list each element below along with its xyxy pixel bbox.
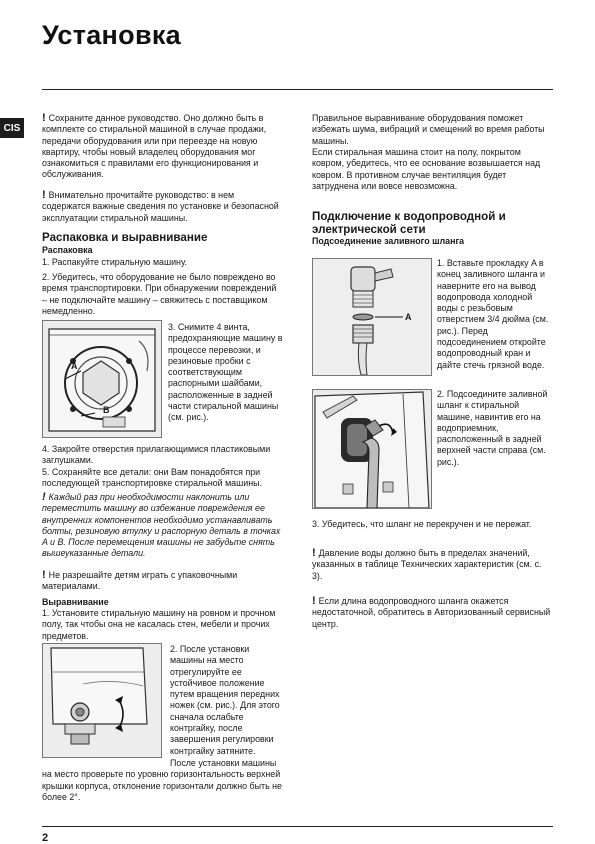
warning-text: Сохраните данное руководство. Оно должно быть в комплекте со стиральной машиной в случае продажи, передачи оборудования или при переезде на новую квартиру, чтобы новый владелец оборудования мог ознакомиться с правилами его функционирования и обслуживания. <box>42 113 267 180</box>
left-warning-1 <box>42 113 282 181</box>
warning-icon: ! <box>312 595 316 607</box>
hose-step-1: 1. Вставьте прокладку A в конец заливного шланга и наверните его на вывод водопровода холодной воды с резьбовым отверстием 3/4 дюйма (см. рис.). Перед подсоединением откройте водопроводный кран и дайте стечь грязной воде. <box>437 258 549 370</box>
level-step-2-continued: После установки машины на место проверьте по уровню горизонтальность верхней крышки корпуса, отклонение горизонтали должно быть не более 2°. <box>42 758 282 802</box>
warning-icon: ! <box>42 569 46 581</box>
section-connection <box>312 211 554 247</box>
left-warning-3 <box>42 492 282 560</box>
left-warning-4 <box>42 570 282 593</box>
unpack-step-2: 2. Убедитесь, что оборудование не было повреждено во время транспортировки. При обнаружении повреждений – не подключайте машину – свяжитесь с поставщиком немедленно. <box>42 272 277 316</box>
unpack-step-4: 4. Закройте отверстия прилагающимися пластиковыми заглушками. <box>42 444 271 466</box>
hose-step-3: 3. Убедитесь, что шланг не перекручен и не пережат. <box>312 519 532 529</box>
hose-step-2: 2. Подсоедините заливной шланг к стиральной машине, навинтив его на водоприемник, расположенный в задней верхней части справа (см. рис.). <box>437 389 548 467</box>
figure-hose-connection <box>312 389 432 509</box>
washer-foot-illustration <box>43 644 161 757</box>
warning-text: Внимательно прочитайте руководство: в нем содержатся важные сведения по установке и безопасной эксплуатации стиральной машины. <box>42 190 279 223</box>
warning-icon: ! <box>42 189 46 201</box>
washer-back-illustration <box>43 321 161 437</box>
footer-rule <box>42 826 553 827</box>
warning-icon: ! <box>42 112 46 124</box>
right-para-2: Если стиральная машина стоит на полу, покрытом ковром, убедитесь, что ее основание возвышается над ковром. В противном случае вентиляция будет затруднена или вовсе невозможна. <box>312 147 541 191</box>
hose-connection-illustration <box>313 390 431 508</box>
section-heading: Распаковка и выравнивание <box>42 231 208 244</box>
figure-washer-back <box>42 320 162 438</box>
left-warning-2 <box>42 190 282 224</box>
right-warning-2 <box>312 596 554 630</box>
page-number: 2 <box>42 832 49 844</box>
figure-label-b: B <box>103 405 110 415</box>
section-heading: Подключение к водопроводной и электрической сети <box>312 210 506 236</box>
right-para-1: Правильное выравнивание оборудования поможет избежать шума, вибраций и смещений во время работы машины. <box>312 113 545 146</box>
language-tab: CIS <box>0 118 24 138</box>
right-warning-1 <box>312 548 554 582</box>
warning-text: Каждый раз при необходимости наклонить или переместить машину во избежание повреждения ее внутренних компонентов необходимо устанавливать болты, резиновую втулку и распорную деталь в точках A и B. После перемещения машины не забудьте снять вышеуказанные детали. <box>42 492 281 559</box>
header-rule <box>42 89 553 90</box>
subheading-level: Выравнивание <box>42 597 109 607</box>
warning-text: Если длина водопроводного шланга окажется недостаточной, обратитесь в Авторизованный сервисный центр. <box>312 596 551 629</box>
unpack-step-1: 1. Распакуйте стиральную машину. <box>42 257 187 267</box>
warning-icon: ! <box>42 491 46 503</box>
warning-text: Давление воды должно быть в пределах значений, указанных в таблице Технических характеристик (см. с. 3). <box>312 548 542 581</box>
level-step-1: 1. Установите стиральную машину на ровном и прочном полу, так чтобы она не касалась стен, мебели и прочих предметов. <box>42 608 276 641</box>
unpack-step-3: 3. Снимите 4 винта, предохраняющие машину в процессе перевозки, и резиновые пробки с соответствующим распорными шайбами, расположенные в задней части стиральной машины (см. рис.). <box>168 322 283 423</box>
figure-label-a: A <box>405 312 412 322</box>
section-leveling <box>42 597 282 608</box>
tap-illustration <box>313 259 431 375</box>
warning-text: Не разрешайте детям играть с упаковочными материалами. <box>42 570 238 592</box>
section-unpack-level <box>42 232 282 256</box>
warning-icon: ! <box>312 547 316 559</box>
subheading-hose: Подсоединение заливного шланга <box>312 236 465 246</box>
unpack-step-5: 5. Сохраняйте все детали: они Вам понадобятся при последующей транспортировке стиральной машины. <box>42 467 262 489</box>
figure-label-a: A <box>71 361 78 371</box>
level-step-2: 2. После установки машины на место отрегулируйте ее устойчивое положение путем вращения передних ножек (см. рис.). Для этого сначала ослабьте контргайку, после завершения регулировки контргайку затяните. <box>170 644 280 756</box>
page-title: Установка <box>42 20 181 50</box>
figure-water-tap <box>312 258 432 376</box>
subheading-unpack: Распаковка <box>42 244 93 255</box>
figure-washer-foot <box>42 643 162 758</box>
